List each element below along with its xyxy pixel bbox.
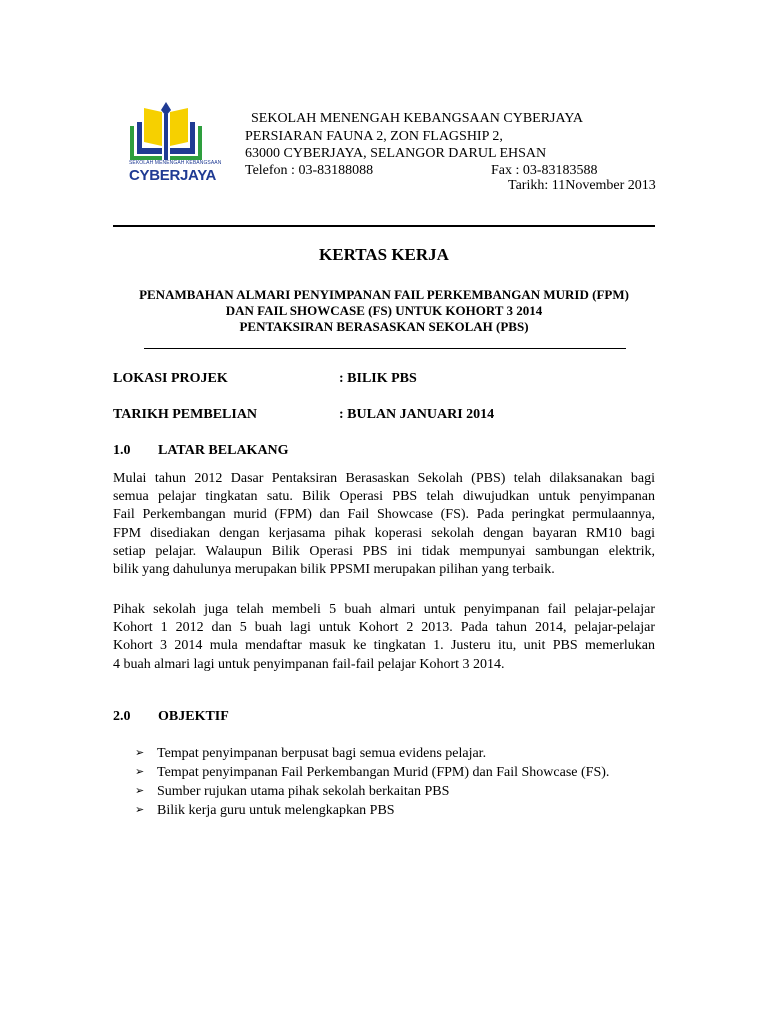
- logo-caption-big: CYBERJAYA: [129, 167, 217, 184]
- paragraph-line: FPM disediakan dengan kerjasama pihak koperasi sekolah dengan bayaran RM10 bagi: [113, 525, 655, 541]
- objective-text: Tempat penyimpanan berpusat bagi semua evidens pelajar.: [157, 746, 487, 761]
- paragraph-line: 4 buah almari lagi untuk penyimpanan fail-fail pelajar Kohort 3 2014.: [113, 656, 505, 672]
- list-item: [135, 801, 609, 820]
- subtitle-line-3: PENTAKSIRAN BERASASKAN SEKOLAH (PBS): [239, 319, 529, 334]
- paragraph-line: Kohort 3 2014 mula mendaftar masuk ke tingkatan 1. Justeru itu, unit PBS memerlukan: [113, 638, 655, 654]
- header-divider: [113, 225, 655, 227]
- objective-text: Sumber rujukan utama pihak sekolah berkaitan PBS: [157, 784, 450, 799]
- arrow-bullet-icon: ➢: [135, 804, 145, 816]
- paragraph-latar-belakang: [113, 470, 655, 579]
- arrow-bullet-icon: ➢: [135, 747, 145, 759]
- address-line-2: 63000 CYBERJAYA, SELANGOR DARUL EHSAN: [245, 146, 547, 161]
- paragraph-line: Mulai tahun 2012 Dasar Pentaksiran Berasaskan Sekolah (PBS) telah dilaksanakan bagi: [113, 471, 655, 486]
- fax: Fax : 03-83183588: [491, 163, 598, 178]
- info-label-tarikh: TARIKH PEMBELIAN: [113, 407, 258, 422]
- list-item: [135, 744, 609, 763]
- paragraph-pembelian: [113, 601, 655, 674]
- arrow-bullet-icon: ➢: [135, 766, 145, 778]
- section-heading-2: OBJEKTIF: [158, 709, 229, 724]
- info-value-lokasi: : BILIK PBS: [339, 371, 417, 386]
- objective-text: Bilik kerja guru untuk melengkapkan PBS: [157, 803, 395, 818]
- section-number-2: 2.0: [113, 709, 131, 724]
- paragraph-line: Fail Perkembangan murid (FPM) dan Fail Showcase (FS). Pada peringkat permulaannya,: [113, 507, 655, 523]
- subtitle-line-2: DAN FAIL SHOWCASE (FS) UNTUK KOHORT 3 2014: [225, 303, 543, 318]
- arrow-bullet-icon: ➢: [135, 785, 145, 797]
- info-value-tarikh: : BULAN JANUARI 2014: [339, 407, 495, 422]
- logo-caption-small: SEKOLAH MENENGAH KEBANGSAAN: [129, 160, 222, 166]
- telefon: Telefon : 03-83188088: [245, 163, 374, 178]
- objectives-list: [135, 744, 609, 820]
- tarikh: Tarikh: 11November 2013: [508, 178, 656, 193]
- list-item: [135, 763, 609, 782]
- school-name: SEKOLAH MENENGAH KEBANGSAAN CYBERJAYA: [251, 111, 584, 126]
- subtitle-divider: [144, 348, 626, 349]
- info-label-lokasi: LOKASI PROJEK: [113, 371, 228, 386]
- paragraph-line: Pihak sekolah juga telah membeli 5 buah almari untuk penyimpanan fail pelajar-pelajar: [113, 602, 655, 617]
- paragraph-line: setiap pelajar. Walaupun Bilik Operasi PBS ini tidak mempunyai sambungan elektrik,: [113, 543, 655, 559]
- subtitle-line-1: PENAMBAHAN ALMARI PENYIMPANAN FAIL PERKEMBANGAN MURID (FPM): [139, 287, 629, 302]
- book-emblem-icon: [126, 102, 206, 162]
- list-item: [135, 782, 609, 801]
- document-title: KERTAS KERJA: [319, 245, 449, 264]
- address-line-1: PERSIARAN FAUNA 2, ZON FLAGSHIP 2,: [245, 129, 503, 144]
- objective-text: Tempat penyimpanan Fail Perkembangan Murid (FPM) dan Fail Showcase (FS).: [157, 765, 610, 780]
- section-heading-1: LATAR BELAKANG: [158, 443, 289, 458]
- paragraph-line: Kohort 1 2012 dan 5 buah lagi untuk Kohort 2 2013. Pada tahun 2014, pelajar-pelajar: [113, 620, 655, 636]
- paragraph-line: semua pelajar tingkatan satu. Bilik Operasi PBS telah diwujudkan untuk penyimpanan: [113, 489, 655, 505]
- section-number-1: 1.0: [113, 443, 131, 458]
- paragraph-line: bilik yang dahulunya merupakan bilik PPSMI merupakan pilihan yang terbaik.: [113, 562, 555, 578]
